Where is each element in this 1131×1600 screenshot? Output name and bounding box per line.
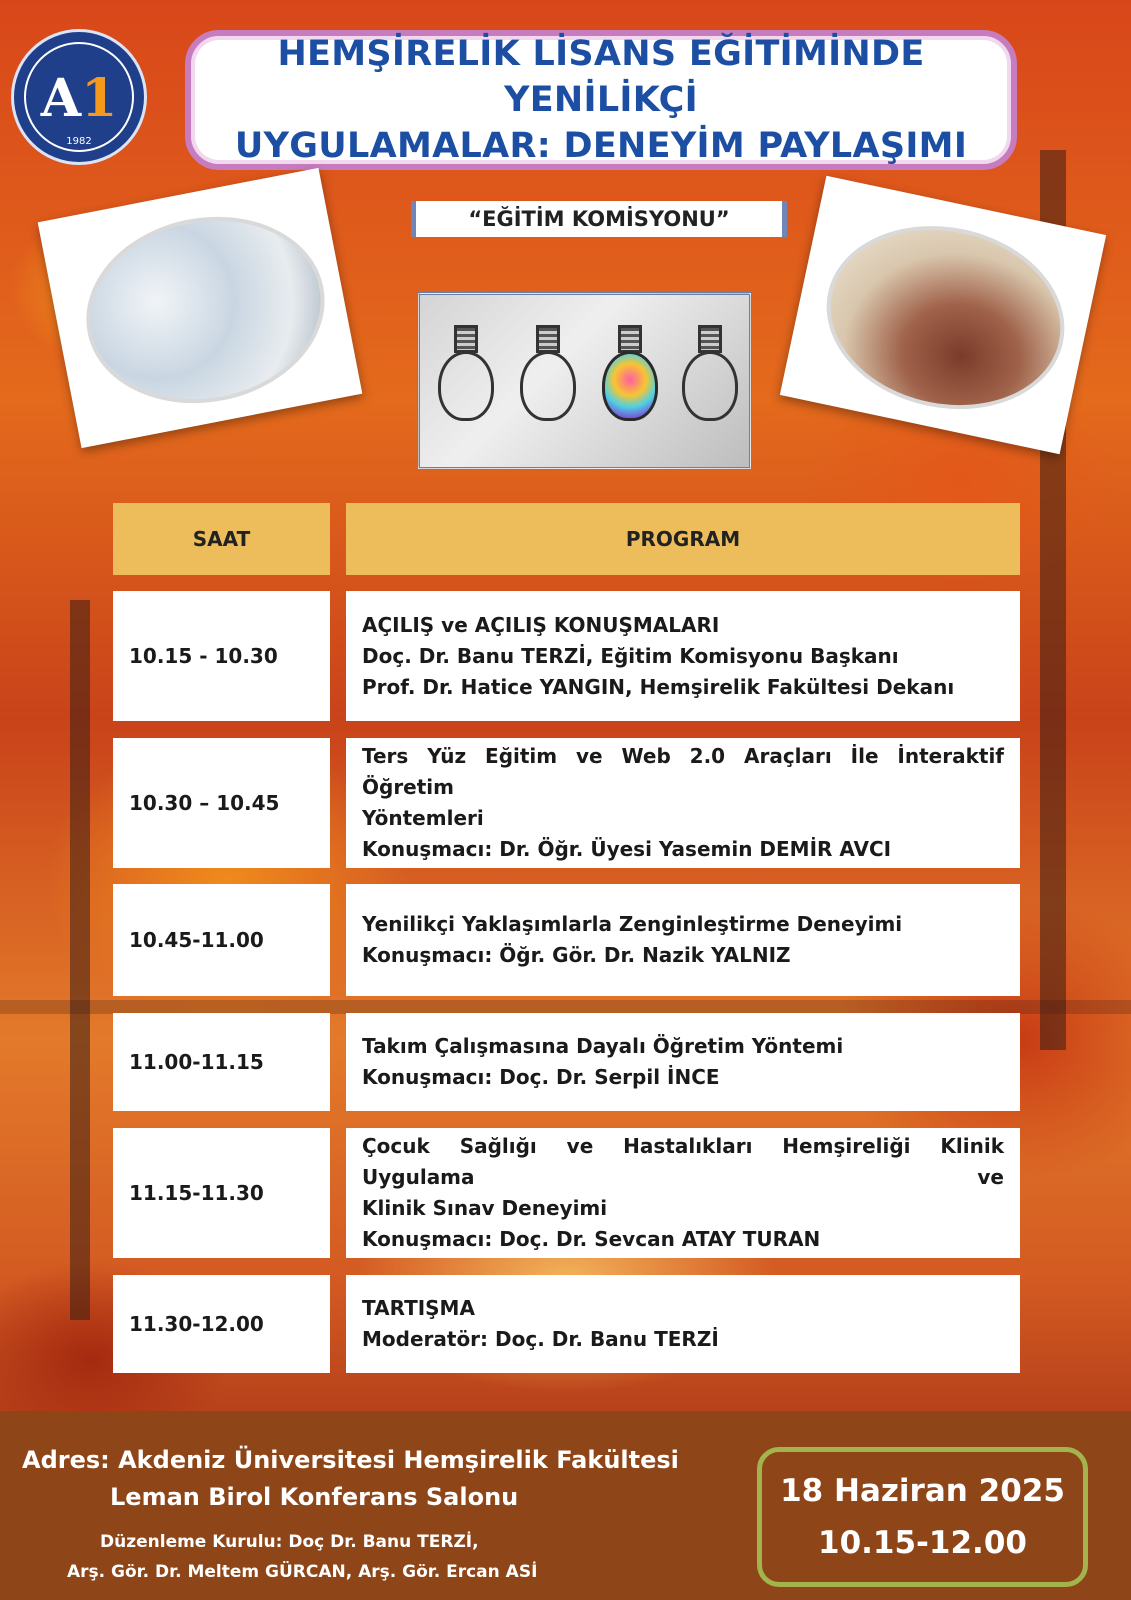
row-time: 10.15 - 10.30 xyxy=(113,591,330,721)
lightbulb-icon xyxy=(434,325,498,435)
row-time: 11.30-12.00 xyxy=(113,1275,330,1373)
program-line: Yenilikçi Yaklaşımlarla Zenginleştirme Deneyimi xyxy=(362,912,903,936)
row-time: 10.30 – 10.45 xyxy=(113,738,330,868)
event-hours: 10.15-12.00 xyxy=(818,1525,1027,1561)
date-box xyxy=(757,1447,1088,1587)
program-line: Klinik Sınav Deneyimi xyxy=(362,1196,608,1220)
tree-trunk xyxy=(70,600,90,1320)
colorful-lightbulb-icon xyxy=(598,325,662,435)
title-banner xyxy=(185,30,1017,170)
program-line: Ters Yüz Eğitim ve Web 2.0 Araçları İle İnteraktif Öğretim xyxy=(362,744,1004,799)
row-time: 11.00-11.15 xyxy=(113,1013,330,1111)
address-line1: Adres: Akdeniz Üniversitesi Hemşirelik Fakültesi xyxy=(22,1446,679,1474)
program-line: Yöntemleri xyxy=(362,806,484,830)
page-title-line2: UYGULAMALAR: DENEYİM PAYLAŞIMI xyxy=(234,126,968,166)
row-program xyxy=(346,884,1020,996)
row-program xyxy=(346,591,1020,721)
organizers-line2: Arş. Gör. Dr. Meltem GÜRCAN, Arş. Gör. Ercan ASİ xyxy=(67,1562,538,1582)
commission-subtitle: “EĞİTİM KOMİSYONU” xyxy=(411,201,787,237)
page-title-line1: HEMŞİRELİK LİSANS EĞİTİMİNDE YENİLİKÇİ xyxy=(277,34,925,120)
row-program xyxy=(346,1128,1020,1258)
lightbulbs-illustration xyxy=(417,292,752,470)
row-program xyxy=(346,738,1020,868)
photo-oval-frame xyxy=(70,197,341,423)
row-time: 10.45-11.00 xyxy=(113,884,330,996)
table-header-program: PROGRAM xyxy=(346,503,1020,575)
program-line: Takım Çalışmasına Dayalı Öğretim Yöntemi xyxy=(362,1034,844,1058)
program-line: TARTIŞMA xyxy=(362,1296,475,1320)
photo-oval-frame xyxy=(809,205,1081,431)
program-line: Konuşmacı: Doç. Dr. Sevcan ATAY TURAN xyxy=(362,1227,821,1251)
row-program xyxy=(346,1275,1020,1373)
row-time: 11.15-11.30 xyxy=(113,1128,330,1258)
program-line: Doç. Dr. Banu TERZİ, Eğitim Komisyonu Başkanı xyxy=(362,643,899,668)
tree-trunk xyxy=(0,1000,1131,1014)
address-line2: Leman Birol Konferans Salonu xyxy=(110,1483,519,1511)
program-line: Konuşmacı: Doç. Dr. Serpil İNCE xyxy=(362,1065,720,1089)
table-header-time: SAAT xyxy=(113,503,330,575)
program-line: Prof. Dr. Hatice YANGIN, Hemşirelik Fakültesi Dekanı xyxy=(362,674,955,699)
row-program xyxy=(346,1013,1020,1111)
program-line: Konuşmacı: Dr. Öğr. Üyesi Yasemin DEMİR AVCI xyxy=(362,837,892,861)
lightbulb-icon xyxy=(516,325,580,435)
university-logo xyxy=(11,29,147,165)
lightbulb-icon xyxy=(678,325,742,435)
program-line: AÇILIŞ ve AÇILIŞ KONUŞMALARI xyxy=(362,612,720,637)
logo-mark: A1 xyxy=(40,68,118,129)
event-date: 18 Haziran 2025 xyxy=(780,1473,1065,1509)
nursing-students-photo xyxy=(38,168,363,448)
program-line: Konuşmacı: Öğr. Gör. Dr. Nazik YALNIZ xyxy=(362,943,791,967)
program-line: Çocuk Sağlığı ve Hastalıkları Hemşireliği Klinik Uygulama ve xyxy=(362,1134,1004,1189)
organizers-line1: Düzenleme Kurulu: Doç Dr. Banu TERZİ, xyxy=(100,1532,479,1552)
logo-year: 1982 xyxy=(66,136,92,147)
program-line: Moderatör: Doç. Dr. Banu TERZİ xyxy=(362,1327,719,1351)
